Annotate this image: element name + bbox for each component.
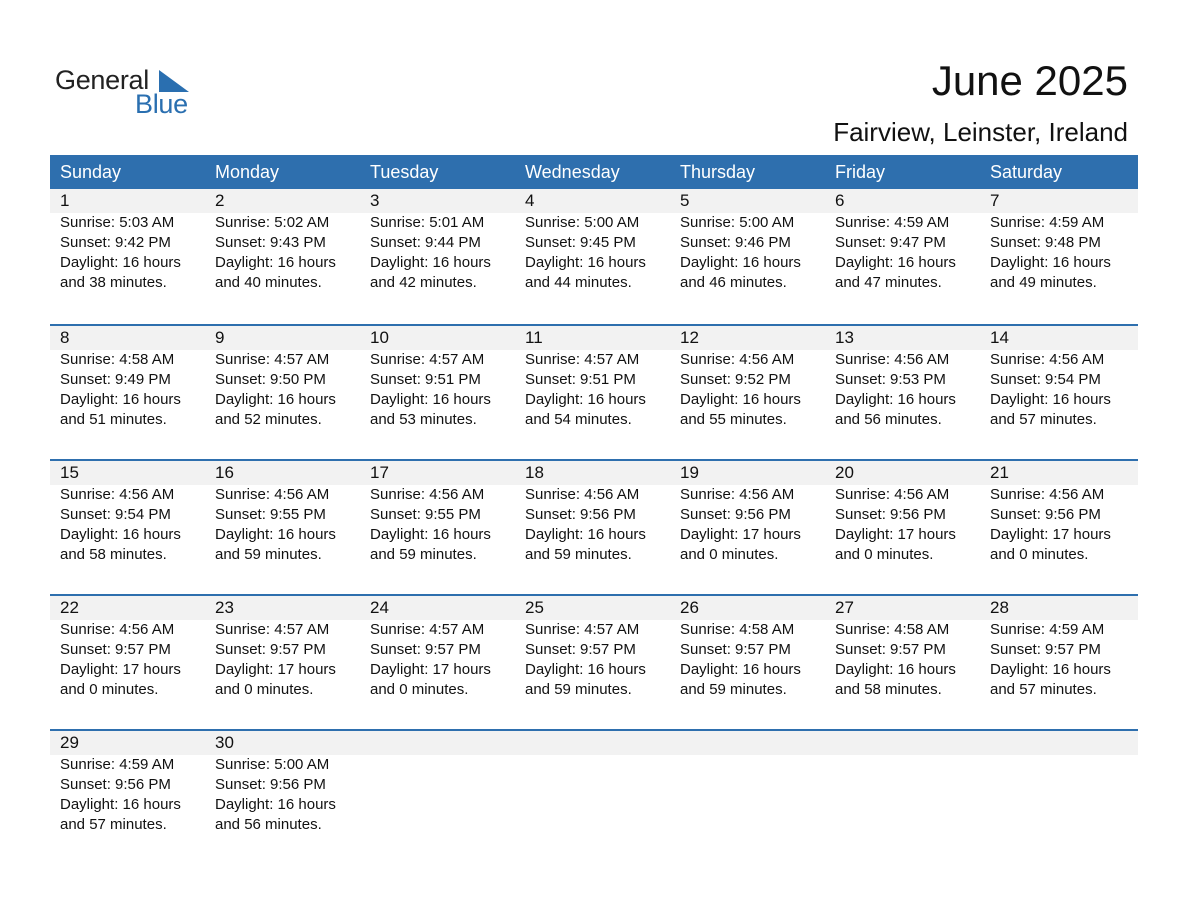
day-cell bbox=[50, 731, 205, 835]
daylight-text: Daylight: 16 hours bbox=[60, 254, 181, 271]
daylight-text: Daylight: 16 hours bbox=[835, 391, 956, 408]
sunset-text: Sunset: 9:57 PM bbox=[525, 641, 636, 658]
sunset-text: Sunset: 9:56 PM bbox=[990, 506, 1101, 523]
week-days bbox=[50, 189, 1138, 293]
daylight-text: Daylight: 16 hours bbox=[990, 254, 1111, 271]
weekday-sunday: Sunday bbox=[60, 162, 122, 182]
daylight-text: Daylight: 17 hours bbox=[215, 661, 336, 678]
daylight-minutes-text: and 0 minutes. bbox=[60, 681, 159, 698]
sunset-text: Sunset: 9:56 PM bbox=[525, 506, 636, 523]
daylight-minutes-text: and 0 minutes. bbox=[370, 681, 469, 698]
sunrise-text: Sunrise: 4:57 AM bbox=[370, 621, 485, 638]
sunrise-text: Sunrise: 4:56 AM bbox=[835, 351, 950, 368]
day-number: 12 bbox=[680, 328, 699, 347]
day-cell bbox=[50, 596, 205, 700]
sunrise-text: Sunrise: 4:56 AM bbox=[60, 486, 175, 503]
daylight-minutes-text: and 58 minutes. bbox=[835, 681, 942, 698]
day-cell bbox=[670, 596, 825, 700]
day-number: 10 bbox=[370, 328, 389, 347]
day-cell bbox=[50, 326, 205, 430]
sunrise-text: Sunrise: 4:56 AM bbox=[525, 486, 640, 503]
calendar-week bbox=[50, 324, 1138, 459]
day-number: 9 bbox=[215, 328, 225, 347]
day-cell bbox=[670, 461, 825, 565]
day-cell bbox=[360, 596, 515, 700]
daylight-minutes-text: and 42 minutes. bbox=[370, 274, 477, 291]
day-cell bbox=[515, 189, 670, 293]
day-cell bbox=[360, 189, 515, 293]
weekday-thursday: Thursday bbox=[680, 162, 756, 182]
sunrise-text: Sunrise: 4:57 AM bbox=[215, 351, 330, 368]
day-number: 14 bbox=[990, 328, 1009, 347]
day-number: 30 bbox=[215, 733, 234, 752]
day-number: 4 bbox=[525, 191, 535, 210]
sunset-text: Sunset: 9:56 PM bbox=[215, 776, 326, 793]
day-cell bbox=[205, 189, 360, 293]
daylight-text: Daylight: 17 hours bbox=[680, 526, 801, 543]
sunrise-text: Sunrise: 4:56 AM bbox=[835, 486, 950, 503]
sunrise-text: Sunrise: 4:56 AM bbox=[60, 621, 175, 638]
day-cell bbox=[515, 461, 670, 565]
day-cell bbox=[670, 326, 825, 430]
sunrise-text: Sunrise: 4:57 AM bbox=[370, 351, 485, 368]
day-cell bbox=[825, 189, 980, 293]
day-number: 26 bbox=[680, 598, 699, 617]
day-number: 8 bbox=[60, 328, 70, 347]
sunrise-text: Sunrise: 5:03 AM bbox=[60, 214, 175, 231]
daylight-text: Daylight: 16 hours bbox=[835, 661, 956, 678]
daylight-text: Daylight: 16 hours bbox=[60, 526, 181, 543]
day-number: 20 bbox=[835, 463, 854, 482]
daylight-text: Daylight: 16 hours bbox=[525, 526, 646, 543]
day-cell bbox=[670, 189, 825, 293]
sunset-text: Sunset: 9:51 PM bbox=[370, 371, 481, 388]
daylight-minutes-text: and 59 minutes. bbox=[525, 546, 632, 563]
sunrise-text: Sunrise: 5:00 AM bbox=[680, 214, 795, 231]
daylight-text: Daylight: 16 hours bbox=[680, 254, 801, 271]
day-number: 24 bbox=[370, 598, 389, 617]
week-days bbox=[50, 731, 1138, 835]
logo-word-general: General bbox=[55, 65, 149, 95]
sunset-text: Sunset: 9:57 PM bbox=[215, 641, 326, 658]
sunset-text: Sunset: 9:57 PM bbox=[835, 641, 946, 658]
daylight-minutes-text: and 44 minutes. bbox=[525, 274, 632, 291]
sunset-text: Sunset: 9:47 PM bbox=[835, 234, 946, 251]
sunset-text: Sunset: 9:57 PM bbox=[990, 641, 1101, 658]
daylight-text: Daylight: 16 hours bbox=[680, 391, 801, 408]
weekday-wednesday: Wednesday bbox=[525, 162, 620, 182]
daylight-text: Daylight: 16 hours bbox=[215, 526, 336, 543]
day-cell bbox=[825, 326, 980, 430]
daylight-text: Daylight: 16 hours bbox=[370, 391, 491, 408]
day-number: 2 bbox=[215, 191, 225, 210]
day-number: 29 bbox=[60, 733, 79, 752]
day-cell bbox=[515, 596, 670, 700]
sunset-text: Sunset: 9:46 PM bbox=[680, 234, 791, 251]
daylight-text: Daylight: 16 hours bbox=[990, 391, 1111, 408]
day-cell bbox=[50, 189, 205, 293]
daylight-text: Daylight: 17 hours bbox=[990, 526, 1111, 543]
day-number: 15 bbox=[60, 463, 79, 482]
sunset-text: Sunset: 9:57 PM bbox=[370, 641, 481, 658]
daylight-minutes-text: and 0 minutes. bbox=[990, 546, 1089, 563]
sunrise-text: Sunrise: 4:59 AM bbox=[835, 214, 950, 231]
daylight-minutes-text: and 55 minutes. bbox=[680, 411, 787, 428]
sunset-text: Sunset: 9:49 PM bbox=[60, 371, 171, 388]
week-days bbox=[50, 596, 1138, 700]
daylight-minutes-text: and 0 minutes. bbox=[835, 546, 934, 563]
day-cell bbox=[980, 326, 1135, 430]
weekday-saturday: Saturday bbox=[990, 162, 1063, 182]
sunrise-text: Sunrise: 4:59 AM bbox=[990, 621, 1105, 638]
day-cell bbox=[825, 461, 980, 565]
daylight-minutes-text: and 0 minutes. bbox=[680, 546, 779, 563]
sunset-text: Sunset: 9:53 PM bbox=[835, 371, 946, 388]
calendar-week bbox=[50, 459, 1138, 594]
daylight-minutes-text: and 57 minutes. bbox=[60, 816, 167, 833]
sunset-text: Sunset: 9:45 PM bbox=[525, 234, 636, 251]
daylight-text: Daylight: 16 hours bbox=[525, 254, 646, 271]
day-number: 25 bbox=[525, 598, 544, 617]
day-cell bbox=[360, 461, 515, 565]
sunset-text: Sunset: 9:56 PM bbox=[60, 776, 171, 793]
sunrise-text: Sunrise: 4:56 AM bbox=[990, 486, 1105, 503]
daylight-text: Daylight: 16 hours bbox=[215, 391, 336, 408]
logo bbox=[55, 64, 205, 120]
sunset-text: Sunset: 9:48 PM bbox=[990, 234, 1101, 251]
day-cell bbox=[205, 461, 360, 565]
daylight-text: Daylight: 16 hours bbox=[215, 254, 336, 271]
day-number: 18 bbox=[525, 463, 544, 482]
daylight-text: Daylight: 16 hours bbox=[370, 526, 491, 543]
sunset-text: Sunset: 9:54 PM bbox=[990, 371, 1101, 388]
sunrise-text: Sunrise: 4:56 AM bbox=[990, 351, 1105, 368]
sunrise-text: Sunrise: 4:58 AM bbox=[60, 351, 175, 368]
calendar-week bbox=[50, 594, 1138, 729]
calendar bbox=[50, 155, 1138, 864]
daylight-text: Daylight: 16 hours bbox=[990, 661, 1111, 678]
sunrise-text: Sunrise: 5:01 AM bbox=[370, 214, 485, 231]
weekday-monday: Monday bbox=[215, 162, 280, 182]
page-title: June 2025 bbox=[931, 57, 1128, 104]
daylight-minutes-text: and 46 minutes. bbox=[680, 274, 787, 291]
sunset-text: Sunset: 9:43 PM bbox=[215, 234, 326, 251]
daylight-minutes-text: and 59 minutes. bbox=[370, 546, 477, 563]
sunrise-text: Sunrise: 4:57 AM bbox=[215, 621, 330, 638]
daylight-minutes-text: and 59 minutes. bbox=[215, 546, 322, 563]
sunset-text: Sunset: 9:51 PM bbox=[525, 371, 636, 388]
daylight-minutes-text: and 0 minutes. bbox=[215, 681, 314, 698]
sunset-text: Sunset: 9:57 PM bbox=[680, 641, 791, 658]
weekday-header bbox=[50, 155, 1138, 189]
day-cell bbox=[980, 461, 1135, 565]
sunrise-text: Sunrise: 4:56 AM bbox=[680, 351, 795, 368]
day-cell bbox=[360, 326, 515, 430]
daylight-minutes-text: and 56 minutes. bbox=[215, 816, 322, 833]
sunset-text: Sunset: 9:55 PM bbox=[370, 506, 481, 523]
daylight-minutes-text: and 56 minutes. bbox=[835, 411, 942, 428]
sunrise-text: Sunrise: 4:56 AM bbox=[370, 486, 485, 503]
day-number: 1 bbox=[60, 191, 70, 210]
day-cell bbox=[515, 326, 670, 430]
day-cell bbox=[50, 461, 205, 565]
calendar-week bbox=[50, 729, 1138, 864]
sunset-text: Sunset: 9:55 PM bbox=[215, 506, 326, 523]
daylight-minutes-text: and 59 minutes. bbox=[525, 681, 632, 698]
daylight-text: Daylight: 16 hours bbox=[60, 391, 181, 408]
daylight-text: Daylight: 17 hours bbox=[835, 526, 956, 543]
daylight-minutes-text: and 58 minutes. bbox=[60, 546, 167, 563]
sunrise-text: Sunrise: 4:59 AM bbox=[990, 214, 1105, 231]
daylight-minutes-text: and 52 minutes. bbox=[215, 411, 322, 428]
day-number: 5 bbox=[680, 191, 690, 210]
day-number: 11 bbox=[525, 328, 543, 347]
daylight-minutes-text: and 47 minutes. bbox=[835, 274, 942, 291]
day-cell bbox=[825, 596, 980, 700]
logo-word-blue: Blue bbox=[135, 89, 188, 119]
weekday-tuesday: Tuesday bbox=[370, 162, 439, 182]
day-number: 6 bbox=[835, 191, 845, 210]
weekday-friday: Friday bbox=[835, 162, 886, 182]
weeks-container bbox=[50, 189, 1138, 864]
daylight-minutes-text: and 51 minutes. bbox=[60, 411, 167, 428]
daylight-text: Daylight: 16 hours bbox=[215, 796, 336, 813]
sunset-text: Sunset: 9:54 PM bbox=[60, 506, 171, 523]
sunrise-text: Sunrise: 4:58 AM bbox=[680, 621, 795, 638]
sunset-text: Sunset: 9:44 PM bbox=[370, 234, 481, 251]
daylight-text: Daylight: 16 hours bbox=[60, 796, 181, 813]
day-number: 28 bbox=[990, 598, 1009, 617]
daylight-minutes-text: and 53 minutes. bbox=[370, 411, 477, 428]
calendar-week bbox=[50, 189, 1138, 324]
day-number: 22 bbox=[60, 598, 79, 617]
week-days bbox=[50, 326, 1138, 430]
sunset-text: Sunset: 9:56 PM bbox=[680, 506, 791, 523]
day-number: 13 bbox=[835, 328, 854, 347]
daylight-text: Daylight: 16 hours bbox=[525, 661, 646, 678]
daylight-minutes-text: and 40 minutes. bbox=[215, 274, 322, 291]
sunrise-text: Sunrise: 5:00 AM bbox=[525, 214, 640, 231]
day-number: 19 bbox=[680, 463, 699, 482]
sunrise-text: Sunrise: 4:56 AM bbox=[680, 486, 795, 503]
sunset-text: Sunset: 9:56 PM bbox=[835, 506, 946, 523]
daylight-minutes-text: and 57 minutes. bbox=[990, 681, 1097, 698]
daylight-text: Daylight: 17 hours bbox=[60, 661, 181, 678]
daylight-minutes-text: and 54 minutes. bbox=[525, 411, 632, 428]
day-number: 23 bbox=[215, 598, 234, 617]
sunset-text: Sunset: 9:50 PM bbox=[215, 371, 326, 388]
daylight-minutes-text: and 49 minutes. bbox=[990, 274, 1097, 291]
daylight-text: Daylight: 16 hours bbox=[835, 254, 956, 271]
daylight-minutes-text: and 59 minutes. bbox=[680, 681, 787, 698]
day-number: 16 bbox=[215, 463, 234, 482]
day-cell bbox=[980, 189, 1135, 293]
day-cell bbox=[205, 326, 360, 430]
day-number: 7 bbox=[990, 191, 1000, 210]
daylight-minutes-text: and 38 minutes. bbox=[60, 274, 167, 291]
sunset-text: Sunset: 9:42 PM bbox=[60, 234, 171, 251]
day-number: 3 bbox=[370, 191, 380, 210]
day-number: 27 bbox=[835, 598, 854, 617]
sunset-text: Sunset: 9:57 PM bbox=[60, 641, 171, 658]
sunrise-text: Sunrise: 4:57 AM bbox=[525, 351, 640, 368]
sunrise-text: Sunrise: 4:57 AM bbox=[525, 621, 640, 638]
day-cell bbox=[980, 596, 1135, 700]
sunrise-text: Sunrise: 5:00 AM bbox=[215, 756, 330, 773]
daylight-text: Daylight: 16 hours bbox=[370, 254, 491, 271]
daylight-text: Daylight: 16 hours bbox=[680, 661, 801, 678]
sunrise-text: Sunrise: 4:56 AM bbox=[215, 486, 330, 503]
daylight-text: Daylight: 16 hours bbox=[525, 391, 646, 408]
week-days bbox=[50, 461, 1138, 565]
sunrise-text: Sunrise: 4:59 AM bbox=[60, 756, 175, 773]
day-number: 21 bbox=[990, 463, 1009, 482]
day-cell bbox=[205, 596, 360, 700]
day-number: 17 bbox=[370, 463, 389, 482]
sunset-text: Sunset: 9:52 PM bbox=[680, 371, 791, 388]
sunrise-text: Sunrise: 5:02 AM bbox=[215, 214, 330, 231]
daylight-minutes-text: and 57 minutes. bbox=[990, 411, 1097, 428]
sunrise-text: Sunrise: 4:58 AM bbox=[835, 621, 950, 638]
location-subtitle: Fairview, Leinster, Ireland bbox=[833, 117, 1128, 147]
day-cell bbox=[205, 731, 360, 835]
daylight-text: Daylight: 17 hours bbox=[370, 661, 491, 678]
